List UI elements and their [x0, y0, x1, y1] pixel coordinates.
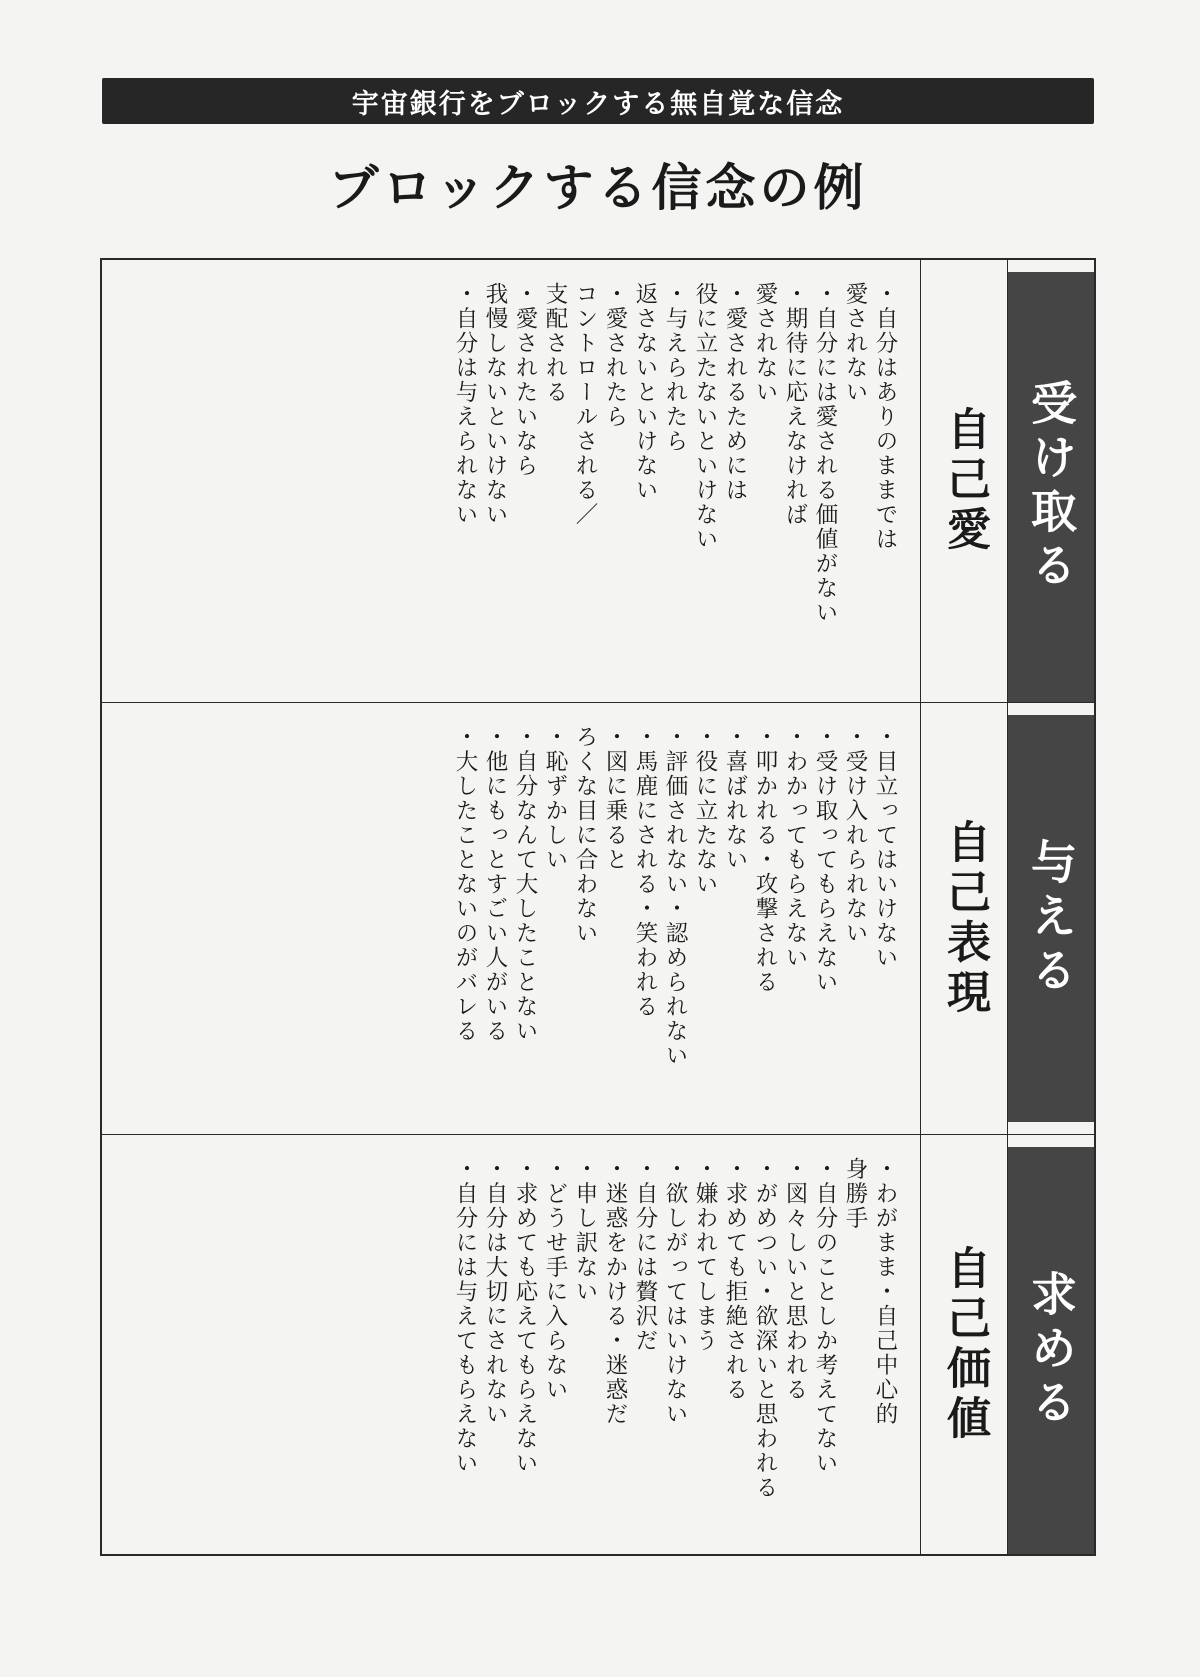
belief-list: [102, 1135, 920, 1554]
category-label: 自己愛: [939, 406, 990, 556]
list-item: ・受け入れられない: [842, 725, 868, 946]
section-seek: [102, 1134, 1094, 1554]
list-item: ・喜ばれない: [722, 725, 748, 872]
belief-list: [102, 703, 920, 1134]
category-label: 自己価値: [939, 1244, 990, 1445]
list-item: ・愛されるためには 役に立たないといけない: [692, 282, 748, 552]
category-cell: [920, 260, 1008, 702]
banner-text: 宇宙銀行をブロックする無自覚な信念: [351, 88, 845, 120]
list-item: ・迷惑をかける・迷惑だ: [602, 1157, 628, 1427]
list-item: ・わかってもらえない: [782, 725, 808, 970]
section-tab-label: 与える: [1024, 837, 1078, 1000]
page-title: ブロックする信念の例: [328, 159, 868, 217]
list-item: ・図々しいと思われる: [782, 1157, 808, 1402]
category-cell: [920, 1135, 1008, 1554]
list-item: ・自分には与えてもらえない: [452, 1157, 478, 1476]
list-item: ・愛されたいなら 我慢しないといけない: [482, 282, 538, 527]
section-receive: [102, 260, 1094, 702]
belief-list: [102, 260, 920, 702]
list-item: ・自分のことしか考えてない: [812, 1157, 838, 1476]
header-banner: [102, 78, 1094, 124]
section-tab: [1008, 272, 1094, 702]
list-item: ・どうせ手に入らない: [542, 1157, 568, 1402]
list-item: ・自分なんて大したことない: [512, 725, 538, 1044]
list-item: ・求めても拒絶される: [722, 1157, 748, 1402]
list-item: ・大したことないのがバレる: [452, 725, 478, 1044]
list-item: ・嫌われてしまう: [692, 1157, 718, 1353]
category-cell: [920, 703, 1008, 1134]
list-item: ・図に乗ると ろくな目に合わない: [572, 725, 628, 946]
section-tab-label: 受け取る: [1024, 379, 1078, 595]
list-item: ・与えられたら 返さないといけない: [632, 282, 688, 503]
list-item: ・自分は与えられない: [452, 282, 478, 527]
list-item: ・愛されたら コントロールされる／ 支配される: [542, 282, 628, 527]
list-item: ・役に立たない: [692, 725, 718, 897]
list-item: ・受け取ってもらえない: [812, 725, 838, 995]
list-item: ・他にもっとすごい人がいる: [482, 725, 508, 1044]
list-item: ・わがまま・自己中心的 身勝手: [842, 1157, 898, 1427]
list-item: ・自分はありのままでは 愛されない: [842, 282, 898, 552]
list-item: ・叩かれる・攻撃される: [752, 725, 778, 995]
list-item: ・欲しがってはいけない: [662, 1157, 688, 1427]
list-item: ・自分には贅沢だ: [632, 1157, 658, 1353]
list-item: ・期待に応えなければ 愛されない: [752, 282, 808, 527]
list-item: ・評価されない・認められない: [662, 725, 688, 1068]
list-item: ・がめつい・欲深いと思われる: [752, 1157, 778, 1500]
list-item: ・申し訳ない: [572, 1157, 598, 1304]
list-item: ・求めても応えてもらえない: [512, 1157, 538, 1476]
section-tab: [1008, 1147, 1094, 1554]
category-label: 自己表現: [939, 818, 990, 1019]
list-item: ・目立ってはいけない: [872, 725, 898, 970]
section-tab-label: 求める: [1024, 1269, 1078, 1432]
list-item: ・自分は大切にされない: [482, 1157, 508, 1427]
section-give: [102, 702, 1094, 1134]
list-item: ・恥ずかしい: [542, 725, 568, 872]
list-item: ・馬鹿にされる・笑われる: [632, 725, 658, 1019]
section-tab: [1008, 715, 1094, 1122]
list-item: ・自分には愛される価値がない: [812, 282, 838, 625]
belief-table: [100, 258, 1096, 1556]
